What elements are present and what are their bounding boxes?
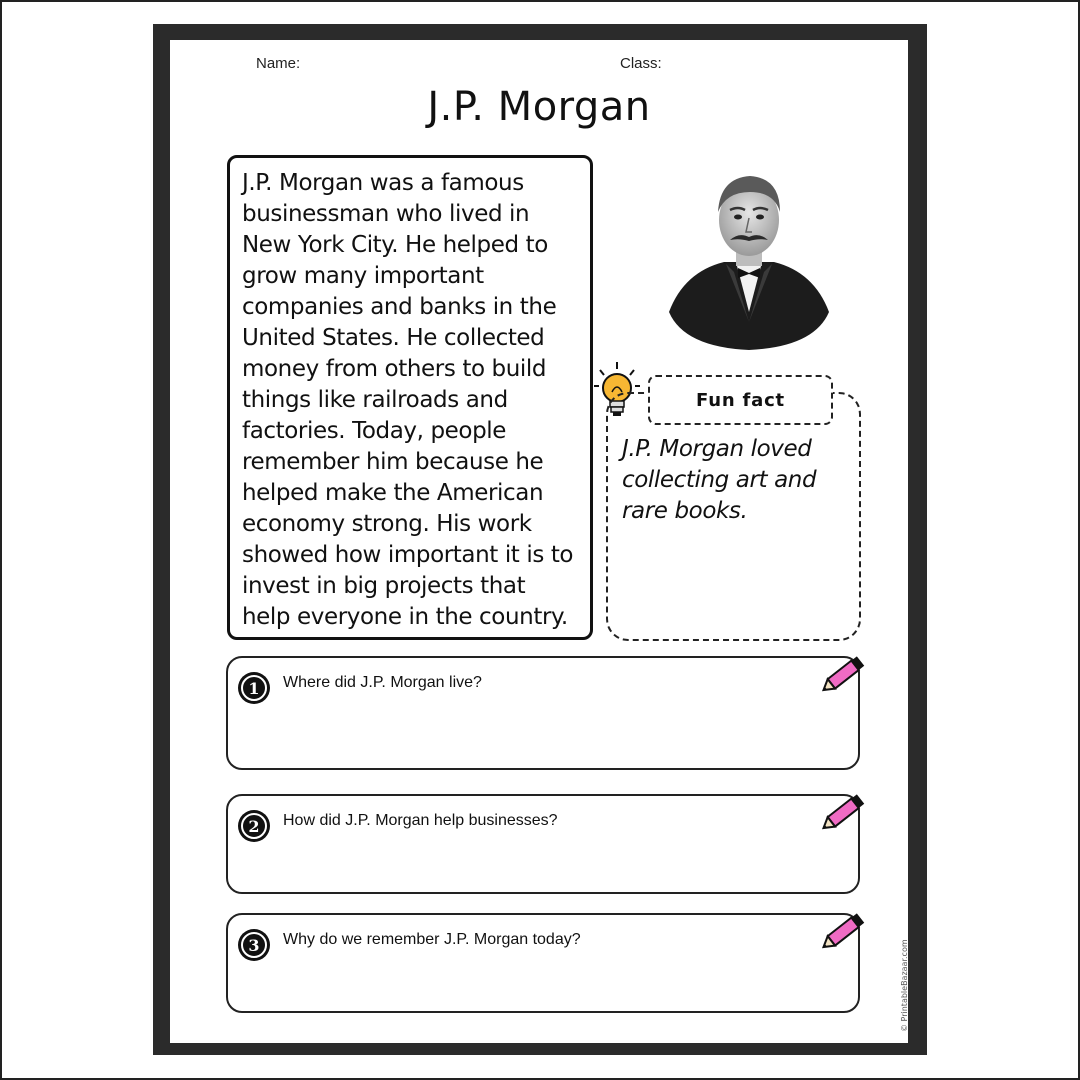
watermark: © PrintableBazaar.com [900,939,909,1032]
question-text: Where did J.P. Morgan live? [283,674,482,691]
number-badge-icon: 3 [238,929,270,961]
fun-fact-box [606,389,861,641]
fun-fact-label-box [648,375,833,425]
pencil-icon [818,907,870,955]
class-label: Class: [620,55,662,72]
fun-fact-text: J.P. Morgan loved collecting art and rare books. [622,436,817,524]
question-answer-box-3[interactable] [226,913,860,1013]
fun-fact-label: Fun fact [696,389,785,411]
reading-passage-box [227,155,593,640]
question-answer-box-1[interactable] [226,656,860,770]
number-badge-icon: 1 [238,672,270,704]
number-badge-icon: 2 [238,810,270,842]
page-title: J.P. Morgan [427,84,651,130]
pencil-icon [818,788,870,836]
question-text: Why do we remember J.P. Morgan today? [283,931,581,948]
pencil-icon [818,650,870,698]
reading-passage-text: J.P. Morgan was a famous businessman who lived in New York City. He helped to grow many important companies and banks in the United States. He collected money from others to build things like railroads and factories. Today, people remember him because he helped make the American economy strong. His work showed how important it is to invest in big projects that help everyone in the country. [242,170,574,630]
name-label: Name: [256,55,301,72]
question-text: How did J.P. Morgan help businesses? [283,812,558,829]
question-answer-box-2[interactable] [226,794,860,894]
portrait-illustration [664,162,834,352]
